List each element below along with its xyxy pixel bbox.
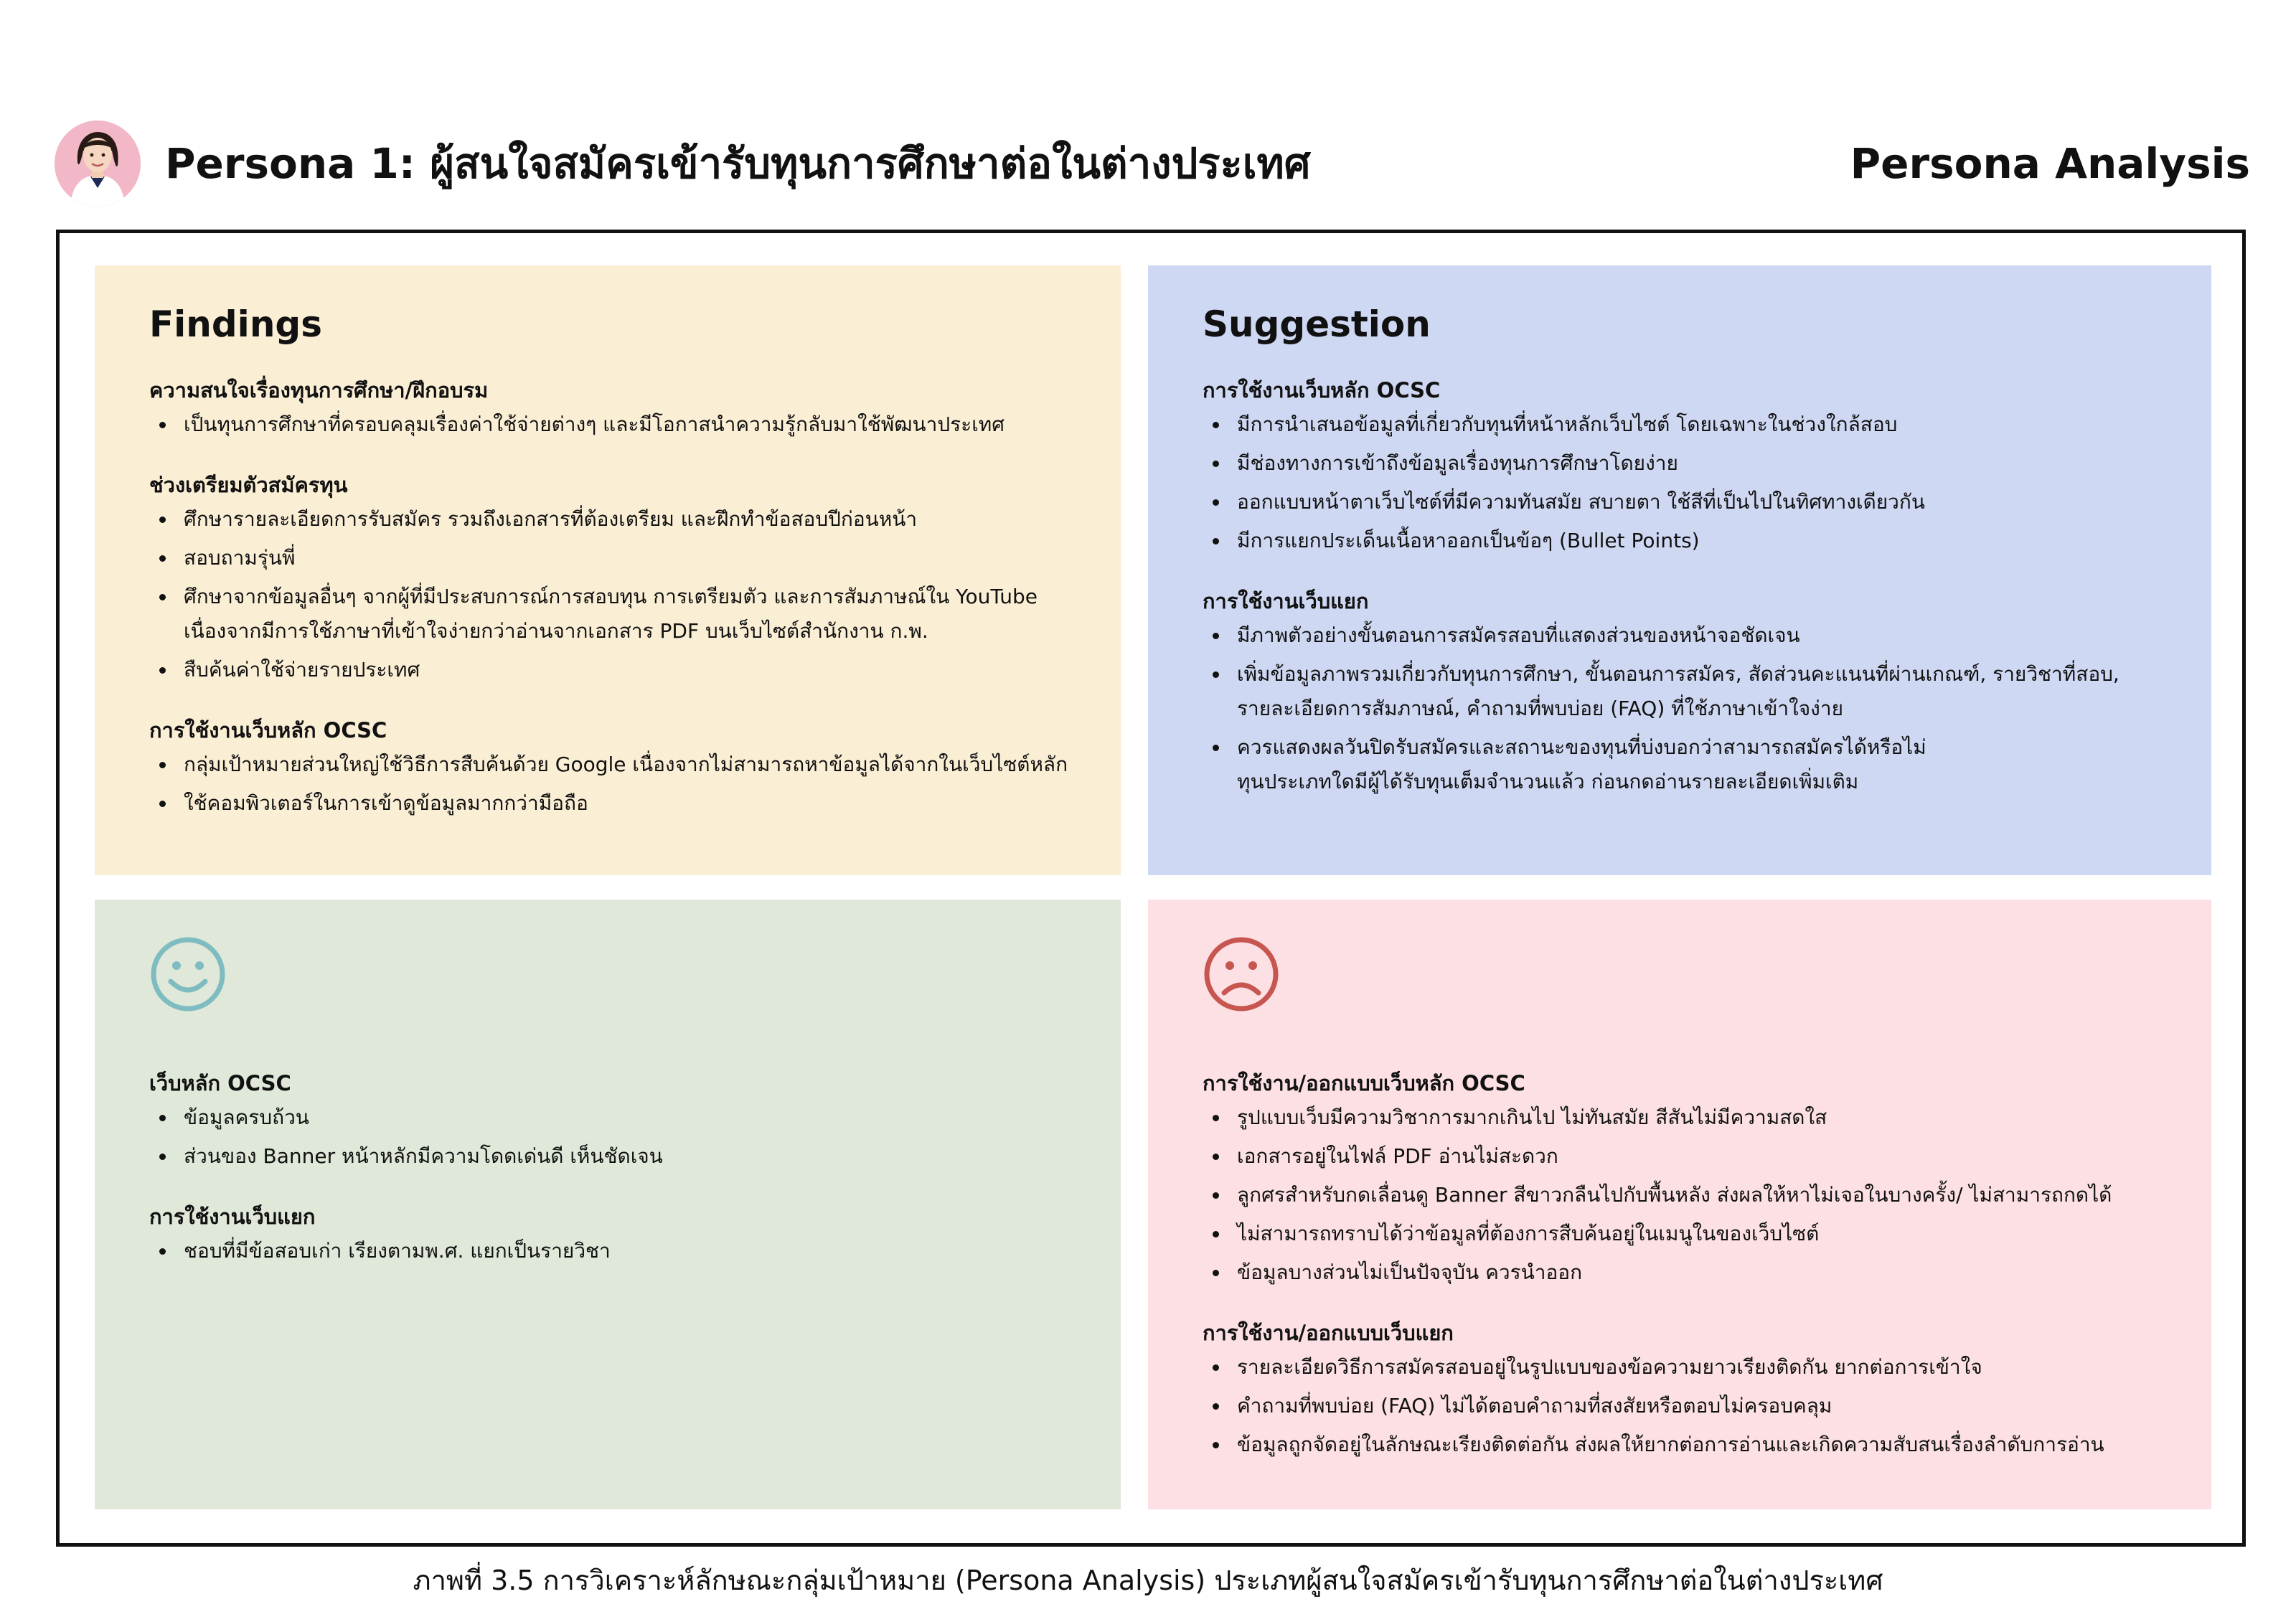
bullet-icon [159,1248,166,1255]
bullet-icon [1213,1115,1219,1121]
bullet-icon [1213,499,1219,506]
bullet-icon [1213,538,1219,544]
positive-section [149,1069,1069,1174]
bullet-icon [1213,461,1219,467]
bullet-icon [159,1154,166,1160]
list-item: สอบถามรุ่นพี่ [149,541,1069,575]
negative-section [1203,1069,2160,1290]
bullet-icon [159,1115,166,1121]
persona-portrait-icon [55,121,141,207]
list-item: ลูกศรสำหรับกดเลื่อนดู Banner สีขาวกลืนไปกับพื้นหลัง ส่งผลให้หาไม่เจอในบางครั้ง/ ไม่สามารถกดได้ [1203,1178,2160,1212]
list-item: เป็นทุนการศึกษาที่ครอบคลุมเรื่องค่าใช้จ่ายต่างๆ และมีโอกาสนำความรู้กลับมาใช้พัฒนาประเทศ [149,407,1069,442]
bullet-icon [1213,1231,1219,1237]
list-item: ข้อมูลถูกจัดอยู่ในลักษณะเรียงติดต่อกัน ส่งผลให้ยากต่อการอ่านและเกิดความสับสนเรื่องลำดับการอ่าน [1203,1428,2160,1462]
bullet-icon [1213,1270,1219,1276]
list-item: มีการนำเสนอข้อมูลที่เกี่ยวกับทุนที่หน้าหลักเว็บไซต์ โดยเฉพาะในช่วงใกล้สอบ [1203,407,2160,442]
section-title: การใช้งานเว็บหลัก OCSC [1203,378,1441,402]
list-item: เอกสารอยู่ในไฟล์ PDF อ่านไม่สะดวก [1203,1139,2160,1174]
list-item: ศึกษาจากข้อมูลอื่นๆ จากผู้ที่มีประสบการณ์การสอบทุน การเตรียมตัว และการสัมภาษณ์ใน YouTube เนื่องจากมีการใช้ภาษาที่เข้าใจง่ายกว่าอ่านจากเอกสาร PDF บนเว็บไซต์สำนักงาน ก.พ. [149,580,1069,649]
positive-section [149,1202,1069,1268]
findings-section [149,471,1069,687]
bullet-icon [1213,1192,1219,1199]
bullet-icon [159,762,166,768]
bullet-icon [1213,1442,1219,1448]
suggestion-title: Suggestion [1203,303,1431,345]
suggestion-panel [1148,265,2211,875]
bullet-icon [1213,1364,1219,1371]
smile-icon [149,935,227,1013]
page-label: Persona Analysis [1850,139,2250,188]
suggestion-section [1203,376,2160,558]
avatar [55,121,141,207]
section-title: ความสนใจเรื่องทุนการศึกษา/ฝึกอบรม [149,378,489,402]
list-item: เพิ่มข้อมูลภาพรวมเกี่ยวกับทุนการศึกษา, ขั้นตอนการสมัคร, สัดส่วนคะแนนที่ผ่านเกณฑ์, รายวิชาที่สอบ, รายละเอียดการสัมภาษณ์, คำถามที่พบบ่อย (FAQ) ที่ใช้ภาษาเข้าใจง่าย [1203,657,2160,726]
list-item: คำถามที่พบบ่อย (FAQ) ไม่ได้ตอบคำถามที่สงสัยหรือตอบไม่ครอบคลุม [1203,1389,2160,1423]
bullet-icon [159,422,166,428]
bullet-icon [1213,1403,1219,1410]
list-item: ข้อมูลครบถ้วน [149,1100,1069,1135]
findings-section [149,376,1069,442]
bullet-icon [1213,633,1219,639]
section-title: การใช้งานเว็บแยก [1203,589,1369,613]
list-item: ส่วนของ Banner หน้าหลักมีความโดดเด่นดี เห็นชัดเจน [149,1139,1069,1174]
section-title: ช่วงเตรียมตัวสมัครทุน [149,473,348,497]
list-item: รูปแบบเว็บมีความวิชาการมากเกินไป ไม่ทันสมัย สีสันไม่มีความสดใส [1203,1100,2160,1135]
page-title: Persona 1: ผู้สนใจสมัครเข้ารับทุนการศึกษาต่อในต่างประเทศ [165,139,1311,188]
findings-panel [95,265,1121,875]
findings-section [149,716,1069,821]
list-item: มีช่องทางการเข้าถึงข้อมูลเรื่องทุนการศึกษาโดยง่าย [1203,446,2160,481]
figure-caption: ภาพที่ 3.5 การวิเคราะห์ลักษณะกลุ่มเป้าหมาย (Persona Analysis) ประเภทผู้สนใจสมัครเข้ารับทุนการศึกษาต่อในต่างประเทศ [413,1565,1883,1596]
list-item: ชอบที่มีข้อสอบเก่า เรียงตามพ.ศ. แยกเป็นรายวิชา [149,1234,1069,1268]
bullet-icon [159,667,166,674]
list-item: ข้อมูลบางส่วนไม่เป็นปัจจุบัน ควรนำออก [1203,1255,2160,1290]
positive-panel [95,900,1121,1509]
list-item: สืบค้นค่าใช้จ่ายรายประเทศ [149,653,1069,687]
bullet-icon [159,801,166,807]
list-item: ออกแบบหน้าตาเว็บไซต์ที่มีความทันสมัย สบายตา ใช้สีที่เป็นไปในทิศทางเดียวกัน [1203,485,2160,519]
bullet-icon [159,594,166,600]
section-title: การใช้งานเว็บหลัก OCSC [149,718,387,742]
frown-icon [1203,935,1280,1013]
bullet-icon [1213,1154,1219,1160]
list-item: มีภาพตัวอย่างขั้นตอนการสมัครสอบที่แสดงส่วนของหน้าจอชัดเจน [1203,618,2160,653]
negative-panel [1148,900,2211,1509]
bullet-icon [1213,671,1219,678]
page-header [55,121,2250,211]
list-item: ศึกษารายละเอียดการรับสมัคร รวมถึงเอกสารที่ต้องเตรียม และฝึกทำข้อสอบปีก่อนหน้า [149,502,1069,537]
list-item: รายละเอียดวิธีการสมัครสอบอยู่ในรูปแบบของข้อความยาวเรียงติดกัน ยากต่อการเข้าใจ [1203,1350,2160,1385]
section-title: การใช้งาน/ออกแบบเว็บหลัก OCSC [1203,1071,1525,1095]
findings-title: Findings [149,303,322,345]
bullet-icon [1213,422,1219,428]
bullet-icon [159,555,166,562]
section-title: การใช้งานเว็บแยก [149,1204,316,1229]
section-title: เว็บหลัก OCSC [149,1071,291,1095]
list-item: ไม่สามารถทราบได้ว่าข้อมูลที่ต้องการสืบค้นอยู่ในเมนูในของเว็บไซต์ [1203,1217,2160,1251]
bullet-icon [159,517,166,523]
list-item: ควรแสดงผลวันปิดรับสมัครและสถานะของทุนที่บ่งบอกว่าสามารถสมัครได้หรือไม่ ทุนประเภทใดมีผู้ได้รับทุนเต็มจำนวนแล้ว ก่อนกดอ่านรายละเอียดเพิ่มเติม [1203,730,2160,799]
section-title: การใช้งาน/ออกแบบเว็บแยก [1203,1321,1454,1345]
list-item: มีการแยกประเด็นเนื้อหาออกเป็นข้อๆ (Bullet Points) [1203,524,2160,558]
negative-section [1203,1319,2160,1462]
list-item: กลุ่มเป้าหมายส่วนใหญ่ใช้วิธีการสืบค้นด้วย Google เนื่องจากไม่สามารถหาข้อมูลได้จากในเว็บไซต์หลัก [149,748,1069,782]
suggestion-section [1203,587,2160,799]
list-item: ใช้คอมพิวเตอร์ในการเข้าดูข้อมูลมากกว่ามือถือ [149,786,1069,821]
bullet-icon [1213,745,1219,751]
